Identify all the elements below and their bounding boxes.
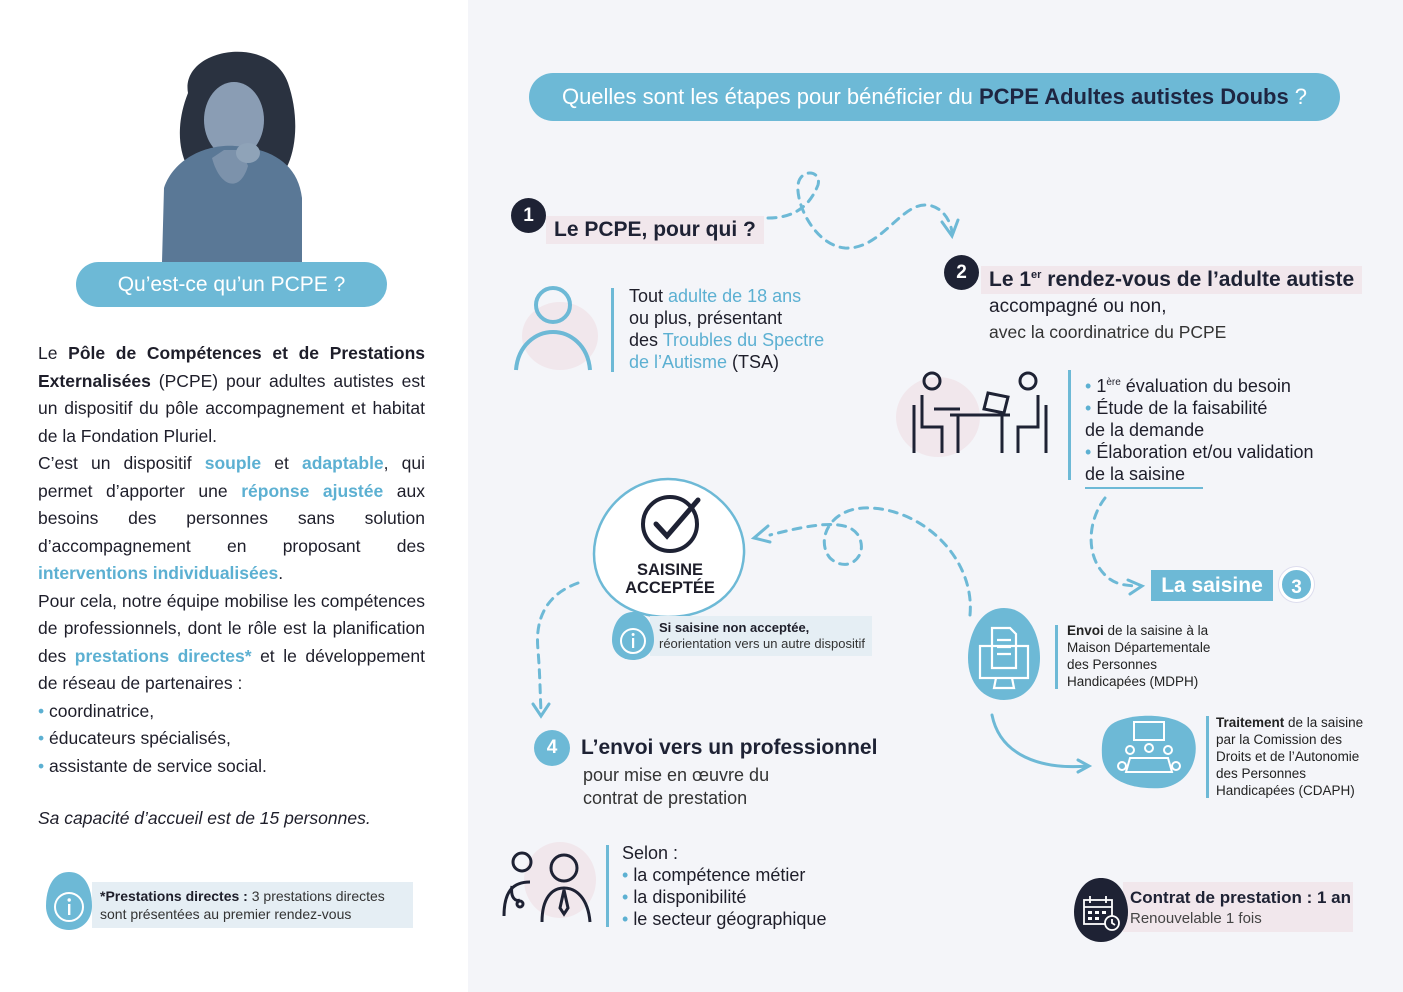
step-2-subtitle: accompagné ou non, [989,296,1167,317]
step-1-description: Tout adulte de 18 ans ou plus, présentant des Troubles du Spectre de l’Autisme (TSA) [629,286,825,372]
committee-icon [1100,712,1198,790]
info-icon [610,610,656,662]
list-item: • la disponibilité [622,886,826,908]
cdaph-text: Traitement de la saisine par la Comission des Droits et de l’Autonomie des Personnes Handicapées (CDAPH) [1216,715,1364,798]
step-3-title: La saisine [1151,570,1273,601]
step-2-title: Le 1er rendez-vous de l’adulte autiste [981,266,1362,294]
list-item: • coordinatrice, [38,698,425,726]
direct-services-note: *Prestations directes : 3 prestations directes sont présentées au premier rendez-vous [92,882,413,928]
step-2-subtitle-2: avec la coordinatrice du PCPE [989,322,1227,342]
list-item: • Étude de la faisabilité [1085,397,1313,419]
step-4-criteria: Selon : • la compétence métier • la disponibilité • le secteur géographique [622,842,826,930]
step-1-number: 1 [511,198,546,233]
divider [611,288,614,372]
divider [1055,625,1058,689]
step-4-subtitle: pour mise en œuvre du contrat de prestation [583,765,770,808]
contract-duration: Contrat de prestation : 1 an [1130,888,1352,907]
accepted-label: SAISINE ACCEPTÉE [625,561,715,597]
meeting-icon [890,365,1050,460]
intro-text: Le Pôle de Compétences et de Prestations Externalisées (PCPE) pour adultes autistes est un dispositif du pôle accompagnement et habitat de la Fondation Pluriel. C’est un dispositif souple et adaptable, qui permet d’apporter une réponse ajustée aux besoins des personnes sans solution d’accompagnement en proposant des interventions individualisées. Pour cela, notre équipe mobilise les compétences de professionnels, dont le rôle est la planification des prestations directes* et le développement de réseau de partenaires : • coordinatrice, • éducateurs spécialisés, • assistante de service social. [38,340,425,780]
list-item: • éducateurs spécialisés, [38,725,425,753]
person-icon [508,280,603,375]
capacity-text: Sa capacité d’accueil est de 15 personnes. [38,808,371,828]
list-item: • la compétence métier [622,864,826,886]
not-accepted-note: Si saisine non acceptée, réorientation vers un autre dispositif [650,616,872,656]
what-is-pcpe-pill: Qu’est-ce qu’un PCPE ? [76,262,387,307]
calendar-icon [1072,876,1130,944]
contract-renewal: Renouvelable 1 fois [1130,910,1262,927]
divider [606,845,609,927]
professionals-icon [498,840,598,925]
step-1-title: Le PCPE, pour qui ? [546,216,764,244]
list-item: • assistante de service social. [38,753,425,781]
step-2-number: 2 [944,255,979,290]
steps-title-pill: Quelles sont les étapes pour bénéficier du PCPE Adultes autistes Doubs ? [529,73,1340,121]
list-item: • Élaboration et/ou validation [1085,441,1313,463]
divider [1206,716,1209,798]
list-item: • le secteur géographique [622,908,826,930]
step-4-number: 4 [534,730,570,766]
list-item: • 1ère évaluation du besoin [1085,372,1313,397]
mdph-text: Envoi de la saisine à la Maison Départementale des Personnes Handicapées (MDPH) [1067,623,1211,689]
divider [1068,370,1071,480]
contract-box [1123,882,1353,932]
accepted-blob [590,476,750,621]
step-2-list: • 1ère évaluation du besoin • Étude de la faisabilité de la demande • Élaboration et/ou validation de la saisine [1085,372,1313,489]
computer-document-icon [964,606,1044,702]
step-3-number: 3 [1279,567,1314,602]
step-4-title: L’envoi vers un professionnel [581,736,878,759]
